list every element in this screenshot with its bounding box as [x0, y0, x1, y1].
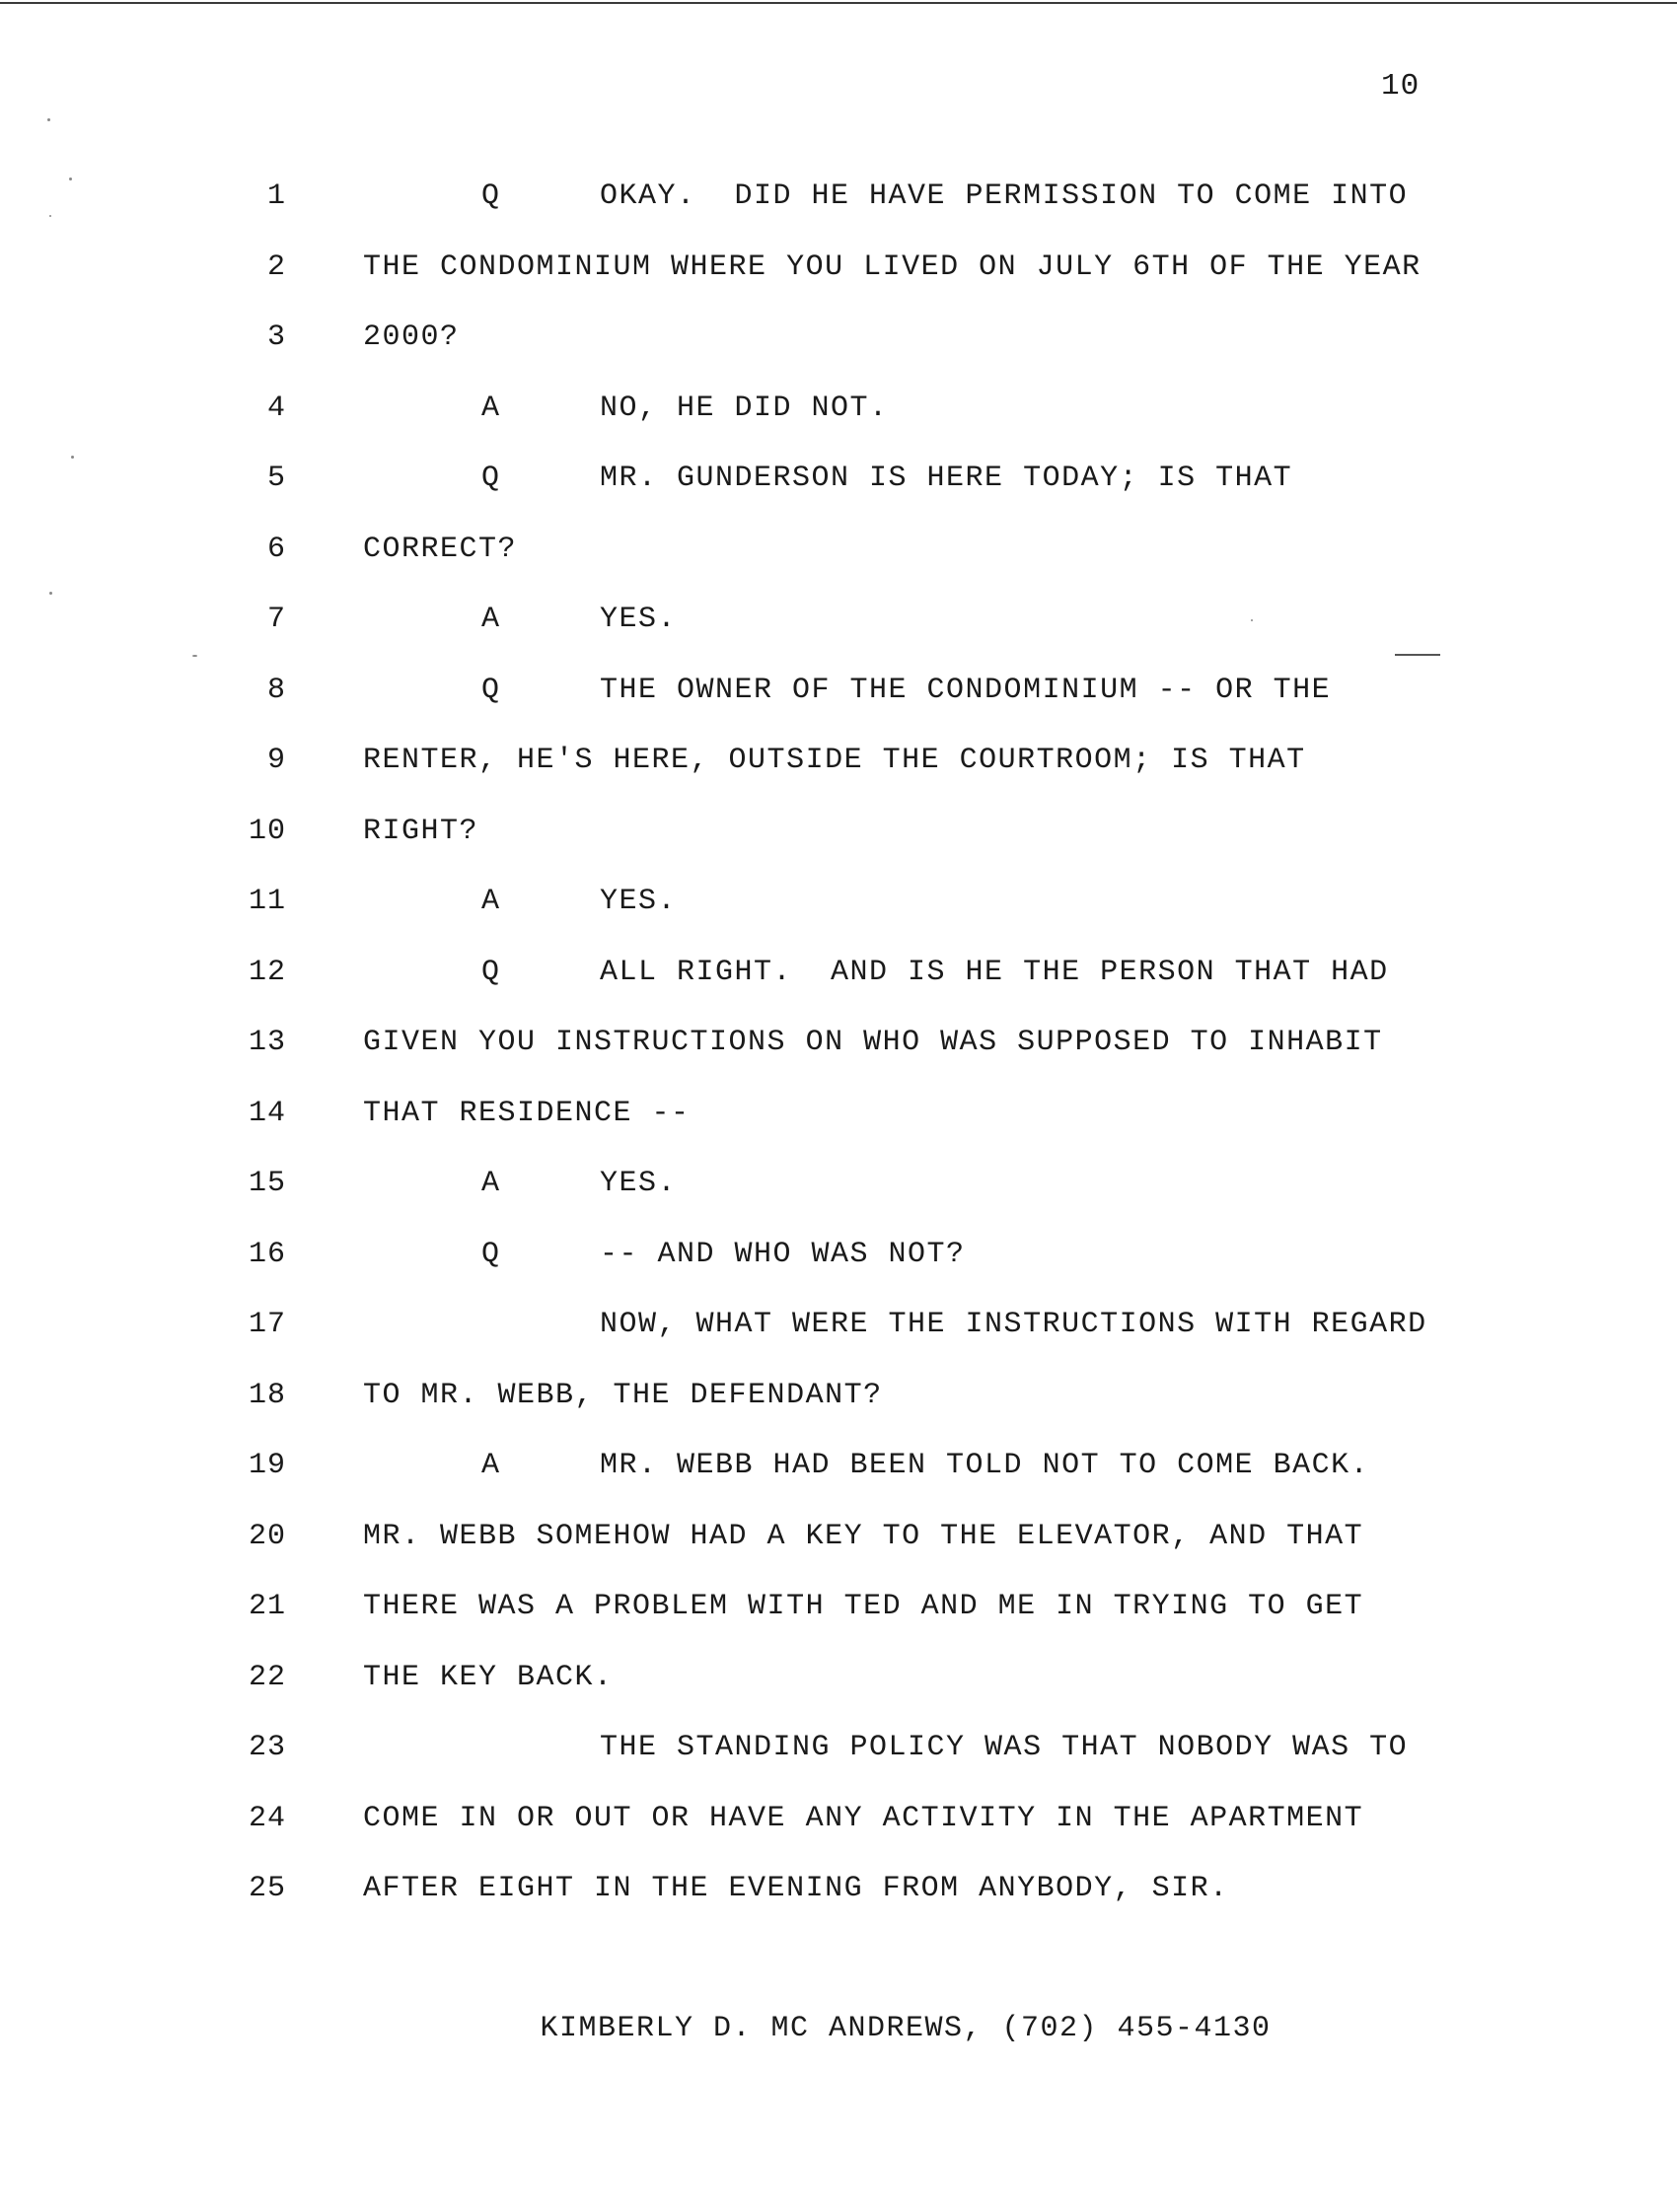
- line-number: 5: [266, 462, 286, 495]
- line-text: TO MR. WEBB, THE DEFENDANT?: [363, 1378, 883, 1412]
- scan-speck: [69, 178, 72, 180]
- speaker-label: Q: [481, 179, 500, 213]
- line-number: 19: [248, 1449, 286, 1482]
- speaker-label: A: [481, 391, 500, 425]
- line-text: RENTER, HE'S HERE, OUTSIDE THE COURTROOM; IS THAT: [363, 744, 1306, 777]
- line-number: 17: [248, 1308, 286, 1341]
- line-text: -- AND WHO WAS NOT?: [600, 1237, 966, 1271]
- line-text: YES.: [600, 885, 678, 918]
- margin-mark: [1395, 654, 1440, 656]
- line-text: ALL RIGHT. AND IS HE THE PERSON THAT HAD: [600, 955, 1389, 989]
- line-text: THAT RESIDENCE --: [363, 1096, 691, 1130]
- line-number: 3: [266, 321, 286, 354]
- transcript-line: [0, 1802, 1677, 1851]
- line-number: 21: [248, 1590, 286, 1623]
- line-number: 10: [248, 814, 286, 848]
- speaker-label: A: [481, 1167, 500, 1200]
- line-number: 8: [266, 673, 286, 707]
- speaker-label: A: [481, 603, 500, 636]
- line-text: THE OWNER OF THE CONDOMINIUM -- OR THE: [600, 673, 1332, 707]
- speaker-label: Q: [481, 462, 500, 495]
- line-number: 4: [266, 391, 286, 425]
- transcript-line: [0, 956, 1677, 1005]
- scan-speck: [1251, 619, 1253, 621]
- line-text: MR. WEBB HAD BEEN TOLD NOT TO COME BACK.: [600, 1449, 1370, 1482]
- line-number: 14: [248, 1096, 286, 1130]
- line-number: 22: [248, 1660, 286, 1694]
- line-number: 20: [248, 1519, 286, 1553]
- transcript-line: [0, 1520, 1677, 1569]
- transcript-line: [0, 1379, 1677, 1428]
- line-number: 1: [266, 179, 286, 213]
- transcript-line: [0, 603, 1677, 652]
- speaker-label: A: [481, 885, 500, 918]
- line-number: 11: [248, 885, 286, 918]
- speaker-label: Q: [481, 1237, 500, 1271]
- line-number: 13: [248, 1026, 286, 1059]
- transcript-line: [0, 815, 1677, 864]
- line-text: NO, HE DID NOT.: [600, 391, 889, 425]
- line-number: 2: [266, 250, 286, 284]
- line-text: NOW, WHAT WERE THE INSTRUCTIONS WITH REGARD: [600, 1308, 1427, 1341]
- transcript-line: [0, 1872, 1677, 1921]
- line-text: RIGHT?: [363, 814, 479, 848]
- scan-speck: [192, 655, 197, 657]
- transcript-line: [0, 250, 1677, 300]
- transcript-line: [0, 1731, 1677, 1780]
- line-text: 2000?: [363, 321, 460, 354]
- transcript-line: [0, 462, 1677, 511]
- line-text: YES.: [600, 603, 678, 636]
- transcript-line: [0, 1238, 1677, 1287]
- page-number: 10: [1381, 69, 1421, 104]
- line-text: THERE WAS A PROBLEM WITH TED AND ME IN TRYING TO GET: [363, 1590, 1364, 1623]
- line-text: MR. WEBB SOMEHOW HAD A KEY TO THE ELEVATOR, AND THAT: [363, 1519, 1364, 1553]
- line-text: THE STANDING POLICY WAS THAT NOBODY WAS TO: [600, 1731, 1409, 1764]
- line-number: 25: [248, 1872, 286, 1905]
- line-number: 6: [266, 532, 286, 566]
- transcript-line: [0, 533, 1677, 582]
- line-text: GIVEN YOU INSTRUCTIONS ON WHO WAS SUPPOSED TO INHABIT: [363, 1026, 1383, 1059]
- line-text: CORRECT?: [363, 532, 518, 566]
- transcript-line: [0, 674, 1677, 723]
- line-number: 15: [248, 1167, 286, 1200]
- line-number: 9: [266, 744, 286, 777]
- line-number: 12: [248, 955, 286, 989]
- transcript-line: [0, 1097, 1677, 1146]
- scan-speck: [47, 118, 50, 121]
- line-text: THE CONDOMINIUM WHERE YOU LIVED ON JULY 6TH OF THE YEAR: [363, 250, 1422, 284]
- transcript-line: [0, 1308, 1677, 1357]
- transcript-line: [0, 1449, 1677, 1498]
- line-number: 23: [248, 1731, 286, 1764]
- scan-speck: [49, 215, 51, 217]
- transcript-line: [0, 392, 1677, 441]
- speaker-label: Q: [481, 673, 500, 707]
- transcript-line: [0, 744, 1677, 793]
- transcript-line: [0, 321, 1677, 370]
- line-number: 16: [248, 1237, 286, 1271]
- line-number: 18: [248, 1378, 286, 1412]
- transcript-line: [0, 1661, 1677, 1710]
- scan-speck: [49, 592, 52, 595]
- transcript-line: [0, 179, 1677, 229]
- transcript-line: [0, 1026, 1677, 1075]
- line-text: THE KEY BACK.: [363, 1660, 614, 1694]
- line-text: OKAY. DID HE HAVE PERMISSION TO COME INTO: [600, 179, 1409, 213]
- line-number: 7: [266, 603, 286, 636]
- line-text: MR. GUNDERSON IS HERE TODAY; IS THAT: [600, 462, 1293, 495]
- transcript-line: [0, 1167, 1677, 1216]
- speaker-label: A: [481, 1449, 500, 1482]
- line-text: AFTER EIGHT IN THE EVENING FROM ANYBODY, SIR.: [363, 1872, 1229, 1905]
- scan-speck: [71, 456, 74, 459]
- speaker-label: Q: [481, 955, 500, 989]
- line-number: 24: [248, 1801, 286, 1835]
- transcript-line: [0, 1590, 1677, 1639]
- line-text: COME IN OR OUT OR HAVE ANY ACTIVITY IN THE APARTMENT: [363, 1801, 1364, 1835]
- line-text: YES.: [600, 1167, 678, 1200]
- transcript-line: [0, 885, 1677, 934]
- footer-reporter: [0, 2012, 1677, 2045]
- footer-reporter-text: KIMBERLY D. MC ANDREWS, (702) 455-4130: [540, 2012, 1272, 2045]
